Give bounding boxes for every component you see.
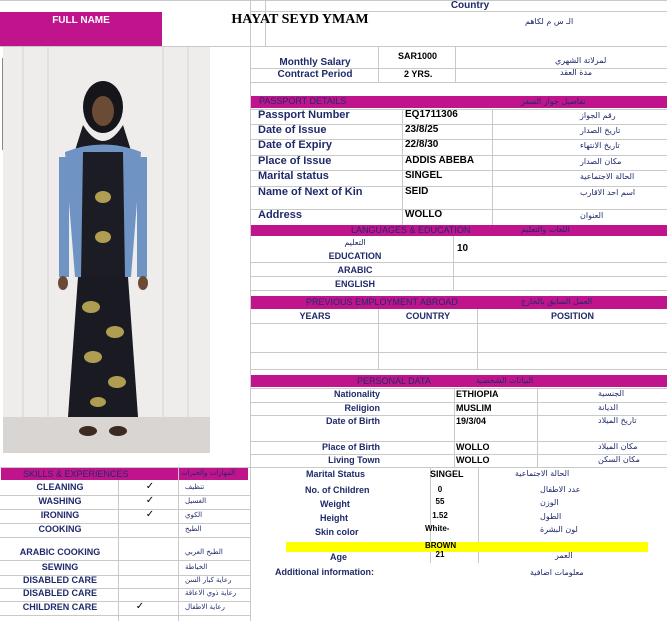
passport-field-value: SEID	[405, 186, 429, 197]
contract-period-value: 2 YRS.	[404, 69, 433, 79]
personal-section-title: PERSONAL DATA	[357, 376, 431, 386]
skill-label: COOKING	[38, 524, 82, 534]
height-arabic: الطول	[540, 512, 562, 521]
skill-arabic: رعاية كبار السن	[185, 576, 232, 584]
age-label: Age	[330, 552, 348, 562]
skill-arabic: الغسيل	[185, 497, 207, 505]
passport-field-value: EQ1711306	[405, 109, 458, 120]
skills-section-title-arabic: المهارات والخبرات	[181, 469, 236, 477]
passport-field-label: Place of Issue	[258, 155, 332, 167]
employment-col-country: COUNTRY	[405, 311, 451, 321]
weight-value: 55	[435, 497, 445, 506]
skin-color-arabic: لون البشرة	[540, 525, 578, 534]
skill-label: DISABLED CARE	[22, 588, 97, 598]
passport-field-label: Date of Expiry	[258, 139, 332, 151]
monthly-salary-value: SAR1000	[397, 51, 438, 61]
passport-field-label: Date of Issue	[258, 124, 327, 136]
full-name-arabic: الـ س م لكاهم	[525, 17, 574, 26]
marital-status-value: SINGEL	[430, 469, 464, 479]
personal-field-label: Nationality	[333, 389, 380, 399]
arabic-language-label: ARABIC	[337, 265, 373, 275]
passport-field-arabic: اسم احد الاقارب	[580, 188, 636, 197]
skill-arabic: الطبخ	[185, 525, 202, 533]
personal-field-arabic: الجنسية	[598, 389, 625, 398]
full-body-photo	[3, 47, 210, 453]
skill-arabic: الطبخ العربي	[185, 548, 223, 556]
col-divider	[402, 109, 403, 225]
education-label: EDUCATION	[328, 251, 382, 261]
personal-field-label: Religion	[344, 403, 380, 413]
skill-label: ARABIC COOKING	[19, 547, 101, 557]
passport-field-value: WOLLO	[405, 209, 443, 220]
full-name-value: HAYAT SEYD YMAM	[231, 12, 369, 27]
col-divider	[492, 109, 493, 225]
personal-field-arabic: تاريخ الميلاد	[598, 416, 637, 425]
skill-arabic: الخياطة	[185, 563, 208, 571]
age-arabic: العمر	[555, 551, 573, 560]
passport-section-header	[251, 96, 667, 108]
skin-color-value-2: BROWN	[425, 541, 457, 550]
additional-info-arabic: معلومات اضافية	[530, 568, 584, 577]
skills-section-title: SKILLS & EXPERIENCES	[23, 469, 129, 479]
passport-field-arabic: تاريخ الانتهاء	[580, 141, 620, 150]
skill-check-icon[interactable]: ✓	[145, 509, 155, 520]
personal-section-header	[251, 375, 667, 387]
skill-check-icon[interactable]: ✓	[145, 481, 155, 492]
personal-field-label: Date of Birth	[326, 416, 380, 426]
skill-label: CLEANING	[36, 482, 84, 492]
passport-field-label: Passport Number	[258, 109, 350, 121]
contract-period-label: Contract Period	[277, 69, 353, 80]
passport-field-value: ADDIS ABEBA	[405, 155, 475, 166]
col-divider	[454, 388, 455, 468]
passport-field-value: 22/8/30	[405, 139, 439, 150]
employment-section-title: PREVIOUS EMPLOYMENT ABROAD	[306, 297, 458, 307]
skills-section-header	[1, 468, 248, 480]
passport-field-label: Name of Next of Kin	[258, 186, 363, 198]
languages-section-title: LANGUAGES & EDUCATION	[351, 225, 471, 235]
personal-section-title-arabic: البيانات الشخصية	[476, 376, 534, 385]
weight-arabic: الوزن	[540, 498, 559, 507]
education-value: 10	[457, 243, 469, 254]
personal-field-value: 19/3/04	[456, 416, 487, 426]
personal-field-label: Place of Birth	[321, 442, 380, 452]
passport-field-arabic: مكان الصدار	[580, 157, 622, 166]
personal-field-arabic: مكان الميلاد	[598, 442, 638, 451]
skill-label: WASHING	[38, 496, 82, 506]
full-name-label: FULL NAME	[0, 12, 162, 46]
passport-section-title: PASSPORT DETAILS	[259, 96, 347, 106]
skill-label: DISABLED CARE	[22, 575, 97, 585]
languages-section-title-arabic: اللغات والتعليم	[521, 225, 570, 234]
height-label: Height	[320, 513, 348, 523]
children-value: 0	[437, 485, 443, 494]
children-arabic: عدد الاطفال	[540, 485, 581, 494]
height-value: 1.52	[432, 511, 448, 520]
passport-field-arabic: العنوان	[580, 211, 604, 220]
col-divider	[537, 388, 538, 468]
passport-field-label: Address	[258, 209, 303, 221]
languages-section-header	[251, 225, 667, 236]
row-divider	[0, 537, 250, 538]
employment-col-position: POSITION	[550, 311, 594, 321]
employment-section-title-arabic: العمل السابق بالخارج	[521, 297, 593, 306]
passport-field-arabic: تاريخ الصدار	[580, 126, 621, 135]
monthly-salary-arabic: لمرلاتة الشهري	[555, 56, 607, 65]
skill-label: CHILDREN CARE	[22, 602, 98, 612]
skill-check-icon[interactable]: ✓	[145, 495, 155, 506]
skin-color-value: White-	[425, 524, 450, 533]
marital-status-arabic: الحالة الاجتماعية	[515, 469, 570, 478]
passport-section-title-arabic: تفاصيل جواز السفر	[521, 97, 586, 106]
children-label: No. of Children	[305, 485, 370, 495]
skill-arabic: رعاية ذوي الاعاقة	[185, 589, 237, 597]
personal-field-arabic: الديانة	[598, 403, 619, 412]
personal-field-value: WOLLO	[456, 455, 490, 465]
personal-field-value: WOLLO	[456, 442, 490, 452]
passport-field-value: SINGEL	[405, 170, 443, 181]
monthly-salary-label: Monthly Salary	[279, 57, 351, 68]
country-label: Country	[450, 0, 490, 11]
skill-label: IRONING	[40, 510, 80, 520]
employment-section-header	[251, 296, 667, 309]
personal-field-label: Living Town	[328, 455, 380, 465]
row-divider	[0, 615, 250, 616]
english-language-label: ENGLISH	[334, 279, 375, 289]
education-arabic: التعليم	[344, 238, 366, 247]
skill-arabic: تنظيف	[185, 483, 205, 491]
personal-field-value: MUSLIM	[456, 403, 492, 413]
employment-col-years: YEARS	[299, 311, 331, 321]
row-divider	[0, 560, 250, 561]
passport-field-label: Marital status	[258, 170, 329, 182]
skill-arabic: رعاية الاطفال	[185, 603, 225, 611]
contract-period-arabic: مدة العقد	[560, 68, 592, 77]
skin-color-label: Skin color	[315, 527, 359, 537]
passport-field-arabic: رقم الجواز	[580, 111, 616, 120]
weight-label: Weight	[320, 499, 350, 509]
additional-info-label: Additional information:	[275, 567, 374, 577]
age-value: 21	[435, 550, 445, 559]
passport-field-value: 23/8/25	[405, 124, 439, 135]
marital-status-label: Marital Status	[306, 469, 366, 479]
passport-field-arabic: الحالة الاجتماعية	[580, 172, 635, 181]
personal-field-value: ETHIOPIA	[456, 389, 499, 399]
skill-arabic: الكوي	[185, 511, 203, 519]
skill-label: SEWING	[41, 562, 79, 572]
skill-check-icon[interactable]: ✓	[135, 601, 145, 612]
personal-field-arabic: مكان السكن	[598, 455, 640, 464]
